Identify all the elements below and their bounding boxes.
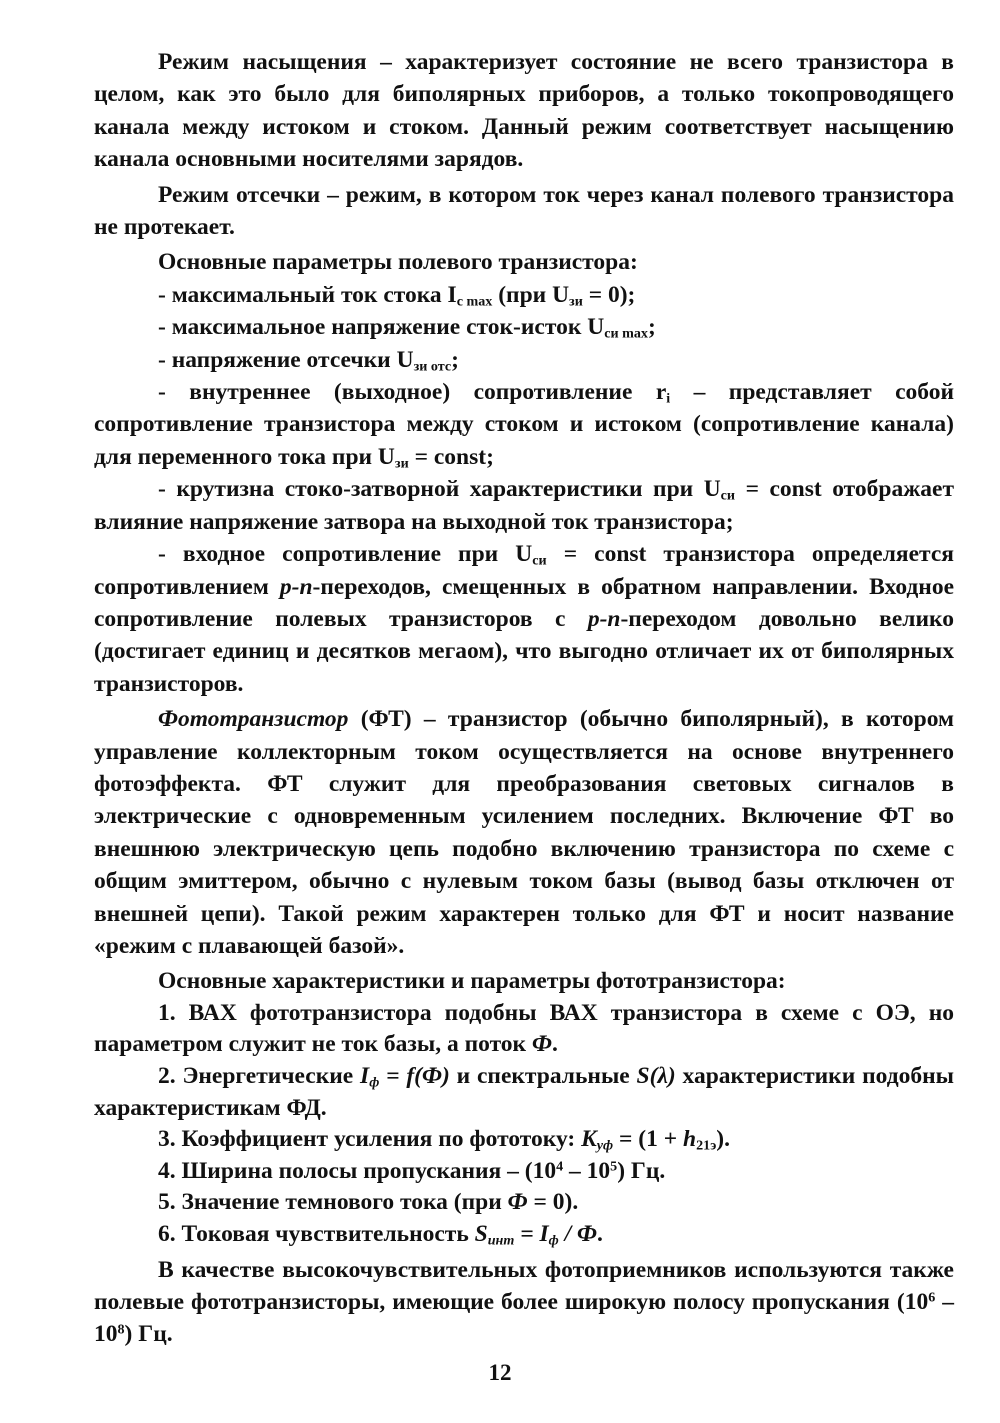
list-item-input-resistance: - входное сопротивление при $U_{си}$ = const транзистора определяется сопротивлением p-n-переходов, смещенных в обратном направлении. Входное сопротивление полевых транзисторов с p-n-переходом довольно велико (достигает единиц и десятков мегаом), что выгодно отличает их от биполярных транзисторов.: [94, 541, 955, 697]
list-item-transconductance: - крутизна стоко-затворной характеристики при $U_{си}$ = const отображает влияние напряжение затвора на выходной ток транзистора;: [94, 476, 954, 535]
page-number: 12: [488, 1360, 512, 1385]
paragraph-pt-characteristics-heading: Основные характеристики и параметры фототранзистора:: [158, 968, 786, 995]
paragraph-saturation-mode: Режим насыщения – характеризует состояние не всего транзистора в целом, как это было для биполярных приборов, а только токопроводящего канала между истоком и стоком. Данный режим соответствует насыщению канала основными носителями зарядов.: [94, 49, 954, 173]
list-item-iv-curves: 1. ВАХ фототранзистора подобны ВАХ транзистора в схеме с ОЭ, но параметром служит не ток базы, а поток Ф.: [94, 999, 954, 1058]
page-body: [94, 46, 954, 1351]
list-item-internal-resistance: - внутреннее (выходное) сопротивление $r_i$ – представляет собой сопротивление транзистора между стоком и истоком (сопротивление канала) для переменного тока при $U_{зи}$ = const;: [94, 379, 955, 472]
list-item-bandwidth: 4. Ширина полосы пропускания – $(10^4 - 10^5)$ Гц.: [158, 1157, 666, 1184]
list-item-gain: 3. Коэффициент усиления по фототоку: $K_{уф} = (1 + h_{21э})$.: [158, 1126, 730, 1154]
paragraph-cutoff-mode: Режим отсечки – режим, в котором ток через канал полевого транзистора не протекает.: [94, 181, 954, 241]
list-item-cutoff-voltage: - напряжение отсечки $U_{зи отс}$;: [158, 346, 459, 375]
list-item-energy-spectral: 2. Энергетические $I_ф = f(Ф)$ и спектральные S(λ) характеристики подобны характеристикам ФД.: [94, 1062, 954, 1121]
list-item-dark-current: 5. Значение темнового тока (при Ф = 0).: [158, 1189, 579, 1216]
list-item-max-drain-current: - максимальный ток стока $I_{с max}$ (при $U_{зи} = 0$);: [158, 281, 636, 310]
paragraph-params-heading: Основные параметры полевого транзистора:: [158, 249, 638, 276]
list-item-sensitivity: 6. Токовая чувствительность $S_{инт} = I_ф / Ф$.: [158, 1220, 603, 1249]
list-item-max-voltage: - максимальное напряжение сток-исток $U_{си max}$;: [158, 314, 656, 342]
paragraph-field-phototransistors: В качестве высокочувствительных фотоприемников используются также полевые фототранзисторы, имеющие более широкую полосу пропускания $(10^6 - 10^8)$ Гц.: [94, 1256, 955, 1348]
paragraph-phototransistor: Фототранзистор (ФТ) – транзистор (обычно биполярный), в котором управление коллекторным током осуществляется на основе внутреннего фотоэффекта. ФТ служит для преобразования световых сигналов в электрические с одновременным усилением последних. Включение ФТ во внешнюю электрическую цепь подобно включению транзистора по схеме с общим эмиттером, обычно с нулевым током базы (вывод базы отключен от внешней цепи). Такой режим характерен только для ФТ и носит название «режим с плавающей базой».: [94, 706, 954, 959]
